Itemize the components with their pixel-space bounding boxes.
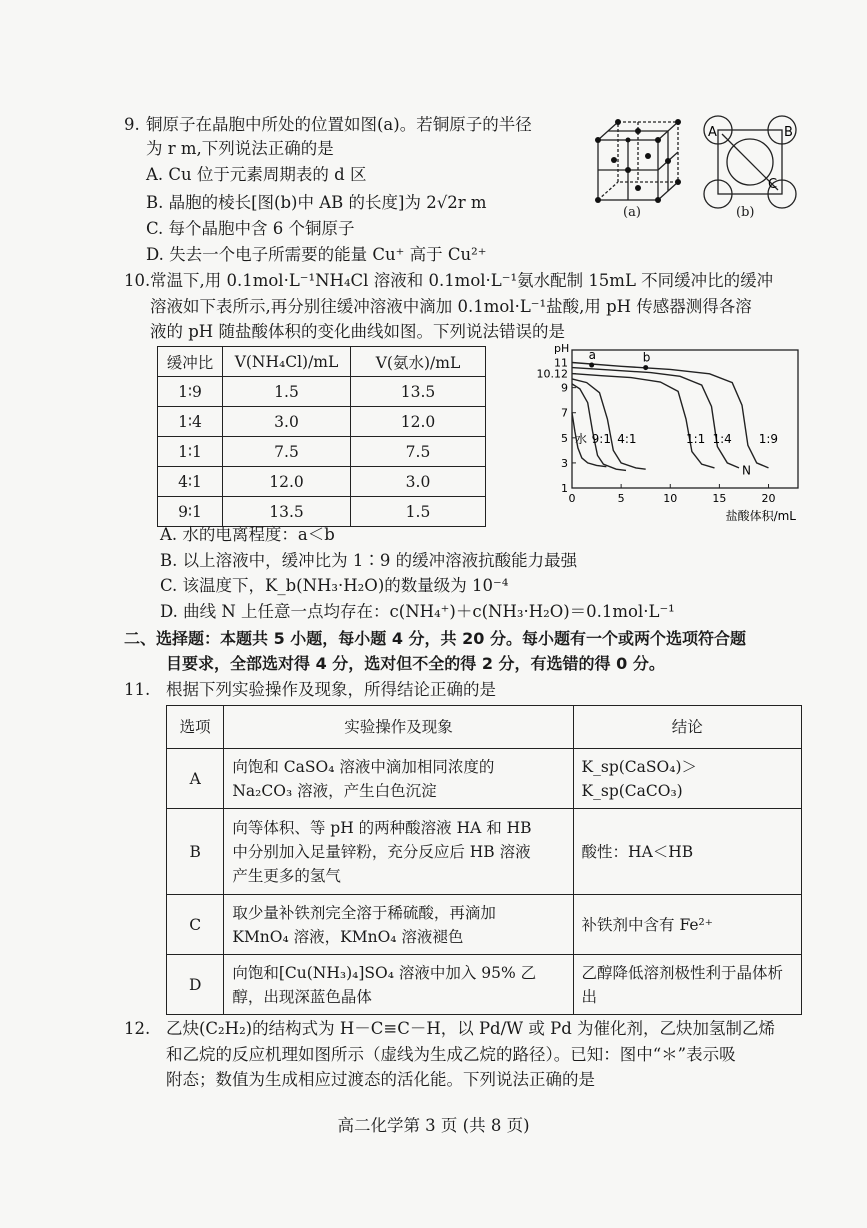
curve-4-1 xyxy=(572,379,646,469)
table-row xyxy=(167,749,802,809)
q9-stem-line2: 为 r m,下列说法正确的是 xyxy=(146,139,334,158)
cell-line: Na₂CO₃ 溶液，产生白色沉淀 xyxy=(232,781,437,800)
q12-line3: 附态；数值为生成相应过渡态的活化能。下列说法正确的是 xyxy=(166,1070,595,1089)
q9-option-b: B. 晶胞的棱长[图(b)中 AB 的长度]为 2√2r m xyxy=(146,193,487,212)
q9-number: 9. xyxy=(124,115,140,134)
conclusion-cell: 酸性：HA＜HB xyxy=(573,809,801,895)
y-tick-label: 11 xyxy=(554,356,568,370)
cell-line: 向饱和[Cu(NH₃)₄]SO₄ 溶液中加入 95% 乙 xyxy=(232,963,537,982)
option-cell: C xyxy=(167,895,224,955)
cell: 12.0 xyxy=(223,467,351,497)
q10-stem-line1: 常温下,用 0.1mol·L⁻¹NH₄Cl 溶液和 0.1mol·L⁻¹氨水配制 15mL 不同缓冲比的缓冲 xyxy=(150,271,774,290)
point-label-b: b xyxy=(642,350,651,365)
curve-label-N: N xyxy=(741,463,751,478)
x-tick-label: 20 xyxy=(761,492,776,505)
conclusion-cell: K_sp(CaSO₄)＞K_sp(CaCO₃) xyxy=(573,749,801,809)
unit-cell-figure-b xyxy=(700,112,800,212)
table-row xyxy=(167,955,802,1015)
figure-a-caption: (a) xyxy=(623,205,641,220)
x-tick-label: 0 xyxy=(568,492,576,505)
q9-option-a: A. Cu 位于元素周期表的 d 区 xyxy=(146,165,367,184)
series-label: 1:9 xyxy=(758,431,779,446)
cell: 13.5 xyxy=(351,377,486,407)
series-label: 水 xyxy=(574,431,587,446)
cell: 7.5 xyxy=(223,437,351,467)
cell: 3.0 xyxy=(351,467,486,497)
table-header: 缓冲比 xyxy=(158,347,223,377)
q10-option-b: B. 以上溶液中，缓冲比为 1∶9 的缓冲溶液抗酸能力最强 xyxy=(160,551,578,570)
q10-option-a: A. 水的电离程度：a＜b xyxy=(160,525,335,544)
conclusion-cell: 补铁剂中含有 Fe²⁺ xyxy=(573,895,801,955)
cell-line: 取少量补铁剂完全溶于稀硫酸，再滴加 xyxy=(232,903,496,922)
cell: 1.5 xyxy=(351,497,486,527)
y-tick-label: 9 xyxy=(561,381,568,395)
cell: 1∶4 xyxy=(158,407,223,437)
q11-stem: 根据下列实验操作及现象，所得结论正确的是 xyxy=(166,680,496,699)
cell: 1∶9 xyxy=(158,377,223,407)
cell-line: KMnO₄ 溶液，KMnO₄ 溶液褪色 xyxy=(232,927,464,946)
label-A: A xyxy=(708,125,717,140)
q10-option-c: C. 该温度下，K_b(NH₃·H₂O)的数量级为 10⁻⁴ xyxy=(160,576,509,595)
section2-title-line1: 二、选择题：本题共 5 小题，每小题 4 分，共 20 分。每小题有一个或两个选项符合题 xyxy=(124,629,746,648)
x-axis-label: 盐酸体积/mL xyxy=(725,509,796,523)
operation-cell xyxy=(224,749,573,809)
table-header: 实验操作及现象 xyxy=(224,706,573,749)
y-tick-label: 1 xyxy=(561,482,568,495)
table-row xyxy=(158,377,486,407)
x-tick-label: 15 xyxy=(712,492,727,505)
x-tick-label: 5 xyxy=(617,492,625,505)
table-row xyxy=(158,497,486,527)
q9-stem-line1: 铜原子在晶胞中所处的位置如图(a)。若铜原子的半径 xyxy=(146,115,532,134)
table-row xyxy=(158,407,486,437)
figure-b-caption: (b) xyxy=(736,205,755,220)
cell-line: 产生更多的氢气 xyxy=(232,866,341,885)
option-cell: A xyxy=(167,749,224,809)
y-tick-label: 10.12 xyxy=(536,367,568,381)
x-tick-label: 10 xyxy=(663,492,678,505)
curve-1-9 xyxy=(572,363,769,468)
buffer-ratio-table xyxy=(157,346,486,527)
table-row xyxy=(167,809,802,895)
cell: 9∶1 xyxy=(158,497,223,527)
table-row xyxy=(167,895,802,955)
cell: 4∶1 xyxy=(158,467,223,497)
table-header: V(NH₄Cl)/mL xyxy=(223,347,351,377)
q11-number: 11. xyxy=(124,680,151,699)
q12-line1: 乙炔(C₂H₂)的结构式为 H－C≡C－H，以 Pd/W 或 Pd 为催化剂，乙炔加氢制乙烯 xyxy=(166,1019,776,1038)
conclusion-cell: 乙醇降低溶剂极性利于晶体析出 xyxy=(573,955,801,1015)
operation-cell xyxy=(224,809,573,895)
point-a xyxy=(589,363,594,368)
table-row xyxy=(158,467,486,497)
operation-cell xyxy=(224,895,573,955)
q10-stem-line2: 溶液如下表所示,再分别往缓冲溶液中滴加 0.1mol·L⁻¹盐酸,用 pH 传感器测得各溶 xyxy=(150,297,752,316)
option-cell: D xyxy=(167,955,224,1015)
series-label: 9:1 xyxy=(591,431,611,446)
q12-line2: 和乙烷的反应机理如图所示（虚线为生成乙烷的路径）。已知：图中“＊”表示吸 xyxy=(166,1045,736,1064)
q12-number: 12. xyxy=(124,1019,151,1038)
series-label: 1:1 xyxy=(685,431,706,446)
y-axis-label: pH xyxy=(554,342,570,355)
label-C: C xyxy=(768,177,778,192)
y-tick-label: 5 xyxy=(561,431,568,445)
cell: 1∶1 xyxy=(158,437,223,467)
series-label: 1:4 xyxy=(712,431,732,446)
cell: 3.0 xyxy=(223,407,351,437)
table-header: 选项 xyxy=(167,706,224,749)
y-tick-label: 7 xyxy=(561,406,568,420)
cell: 13.5 xyxy=(223,497,351,527)
cell: 1.5 xyxy=(223,377,351,407)
label-B: B xyxy=(784,125,793,140)
cell: 7.5 xyxy=(351,437,486,467)
cell-line: 向饱和 CaSO₄ 溶液中滴加相同浓度的 xyxy=(232,757,495,776)
operation-cell xyxy=(224,955,573,1015)
point-label-a: a xyxy=(588,348,597,363)
cell-line: 向等体积、等 pH 的两种酸溶液 HA 和 HB xyxy=(232,818,532,837)
cell: 12.0 xyxy=(351,407,486,437)
page-footer: 高二化学第 3 页 (共 8 页) xyxy=(337,1116,530,1135)
option-cell: B xyxy=(167,809,224,895)
ph-titration-chart xyxy=(520,338,820,528)
section2-title-line2: 目要求，全部选对得 4 分，选对但不全的得 2 分，有选错的得 0 分。 xyxy=(166,654,665,673)
q10-number: 10. xyxy=(124,271,151,290)
q10-option-d: D. 曲线 N 上任意一点均存在：c(NH₄⁺)＋c(NH₃·H₂O)＝0.1mol·L⁻¹ xyxy=(160,602,675,621)
series-label: 4:1 xyxy=(617,431,637,446)
q10-stem-line3: 液的 pH 随盐酸体积的变化曲线如图。下列说法错误的是 xyxy=(150,322,565,341)
cell-line: 中分别加入足量锌粉，充分反应后 HB 溶液 xyxy=(232,842,531,861)
cell-line: 醇，出现深蓝色晶体 xyxy=(232,987,372,1006)
q9-option-d: D. 失去一个电子所需要的能量 Cu⁺ 高于 Cu²⁺ xyxy=(146,245,487,264)
table-header: V(氨水)/mL xyxy=(351,347,486,377)
point-b xyxy=(643,365,648,370)
y-tick-label: 3 xyxy=(561,456,568,470)
q9-option-c: C. 每个晶胞中含 6 个铜原子 xyxy=(146,219,355,238)
table-header: 结论 xyxy=(573,706,801,749)
table-row xyxy=(158,437,486,467)
experiment-table xyxy=(166,705,802,1015)
